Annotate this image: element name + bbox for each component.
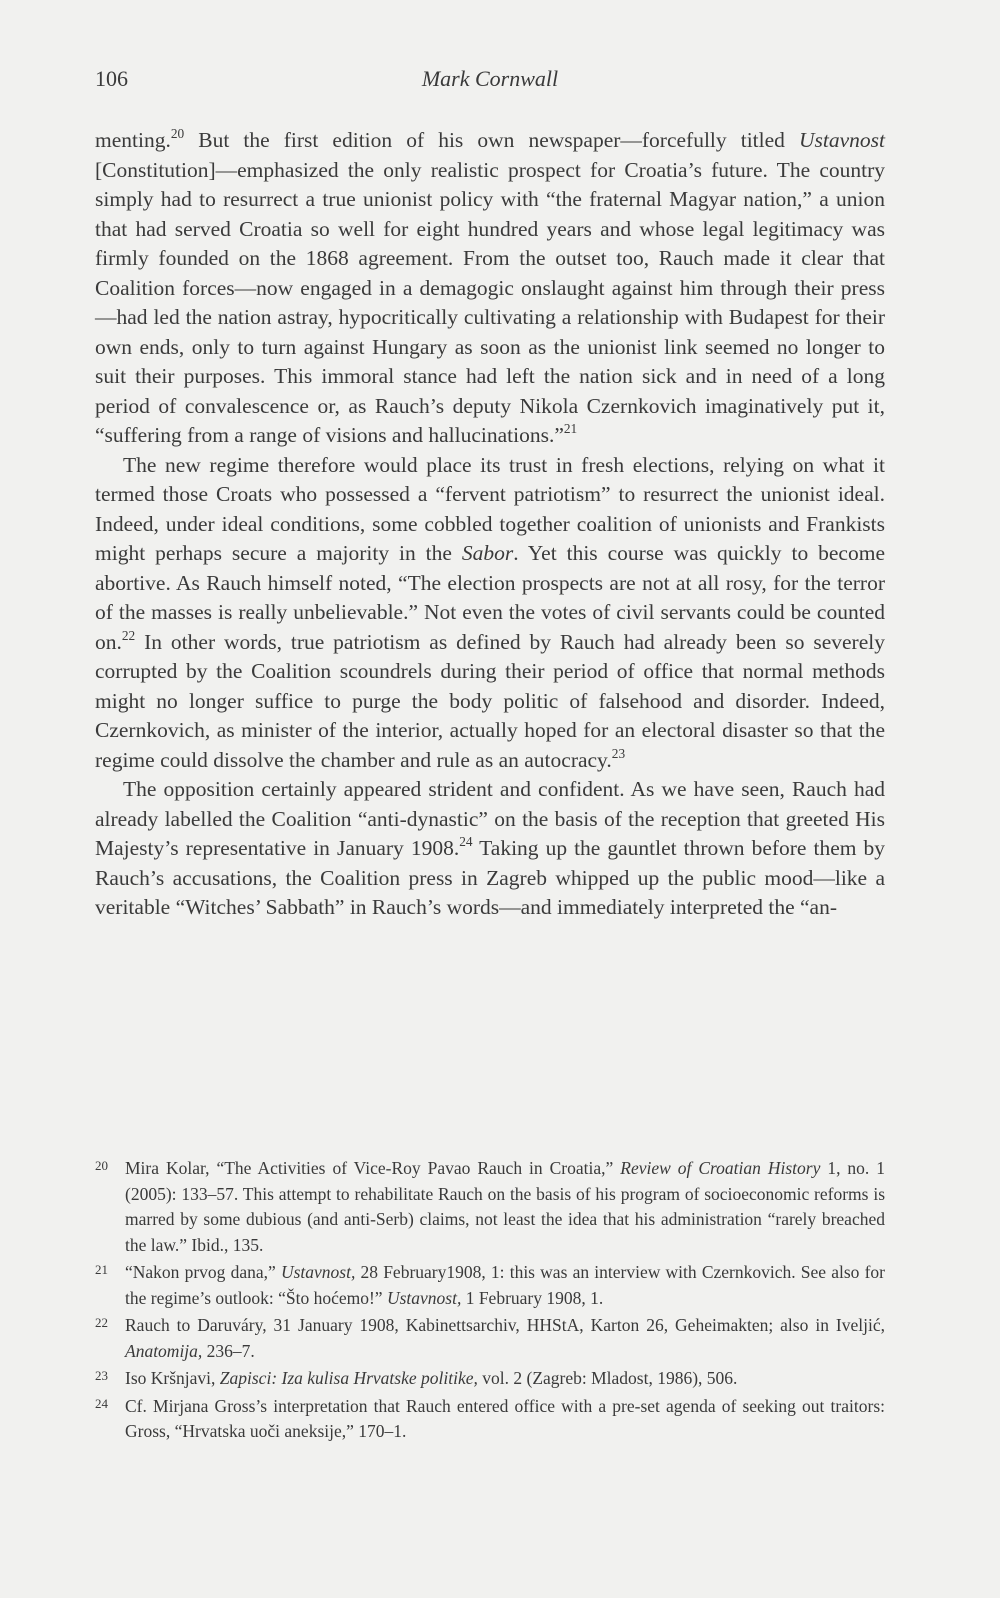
text-run: Mira Kolar, “The Activities of Vice-Roy Pavao Rauch in Croatia,” — [125, 1158, 621, 1178]
italic-title: Ustavnost, — [386, 1287, 462, 1308]
text-run: 236–7. — [202, 1340, 255, 1361]
footnote-ref-20: 20 — [170, 126, 185, 142]
body-text — [95, 126, 885, 923]
text-run: Iso Kršnjavi, — [125, 1368, 220, 1388]
page-header — [95, 66, 885, 98]
italic-title: Ustavnost — [799, 128, 885, 152]
footnote-22 — [95, 1313, 885, 1364]
text-run: 1 February 1908, 1. — [461, 1287, 604, 1308]
paragraph-1 — [95, 126, 885, 451]
footnote-number: 22 — [95, 1315, 108, 1330]
footnote-ref-24: 24 — [459, 834, 473, 850]
italic-term: Sabor — [461, 541, 514, 565]
text-run: The new regime therefore would place its trust in fresh elections, relying on what it termed those Croats who possessed a “fervent patriotism” to resurrect the unionist ideal. Indeed, under ideal conditions, some cobbled together coalition of unionists and Frankists might perhaps secure a majority in the — [95, 452, 885, 565]
italic-title: Zapisci: Iza kulisa Hrvatske politike, — [219, 1368, 478, 1388]
text-run: Rauch to Daruváry, 31 January 1908, Kabinettsarchiv, HHStA, Karton 26, Geheimakten; also in Iveljić, — [125, 1315, 885, 1335]
text-run: But the first edition of his own newspaper—forcefully titled — [184, 128, 799, 152]
footnote-number: 23 — [95, 1368, 108, 1383]
text-run: Cf. Mirjana Gross’s interpretation that Rauch entered office with a pre-set agenda of seeking out traitors: Gross, “Hrvatska uoči aneksije,” 170–1. — [125, 1395, 885, 1441]
text-run: vol. 2 (Zagreb: Mladost, 1986), 506. — [477, 1368, 738, 1388]
text-run: [Constitution]—emphasized the only realistic prospect for Croatia’s future. The country simply had to resurrect a true unionist policy with “the fraternal Magyar nation,” a union that had served Croatia so well for eight hundred years and whose legal legitimacy was firmly founded on the 1868 agreement. From the outset too, Rauch made it clear that Coalition forces—now engaged in a demagogic onslaught against him through their press—had led the nation astray, hypocritically cultivating a relationship with Budapest for their own ends, only to turn against Hungary as soon as the unionist link seemed no longer to suit their purposes. This immoral stance had left the nation sick and in need of a long period of convalescence or, as Rauch’s deputy Nikola Czernkovich imaginatively put it, “suffering from a range of visions and hallucinations.” — [95, 157, 885, 447]
footnote-number: 20 — [95, 1158, 108, 1173]
footnote-number: 21 — [95, 1262, 108, 1277]
footnote-20 — [95, 1156, 885, 1258]
italic-title: Anatomija, — [125, 1340, 203, 1361]
text-run: . Yet this course was quickly to become abortive. As Rauch himself noted, “The election prospects are not at all rosy, for the terror of the masses is really unbelievable.” Not even the votes of civil servants could be counted on. — [95, 541, 885, 654]
footnote-ref-23: 23 — [611, 745, 626, 761]
footnote-number: 24 — [95, 1395, 108, 1411]
footnotes — [95, 1156, 885, 1447]
footnote-23 — [95, 1366, 885, 1392]
text-run: “Nakon prvog dana,” — [125, 1262, 281, 1282]
text-run: 28 February1908, 1: this was an interview with Czernkovich. See also for the regime’s outlook: “Što hoćemo!” — [125, 1262, 885, 1308]
text-run: The opposition certainly appeared strident and confident. As we have seen, Rauch had already labelled the Coalition “anti-dynastic” on the basis of the reception that greeted His Majesty’s representative in January 1908. — [95, 777, 885, 860]
running-head: Mark Cornwall — [421, 66, 559, 91]
text-run: menting. — [95, 128, 171, 152]
paragraph-3 — [95, 775, 885, 923]
paragraph-2 — [95, 451, 885, 776]
text-run: Taking up the gauntlet thrown before them by Rauch’s accusations, the Coalition press in Zagreb whipped up the public mood—like a veritable “Witches’ Sabbath” in Rauch’s words—and immediately interpreted the “an- — [95, 836, 885, 919]
footnote-ref-21: 21 — [563, 421, 578, 437]
page-number: 106 — [95, 66, 128, 91]
footnote-ref-22: 22 — [121, 627, 136, 643]
italic-title: Review of Croatian History — [620, 1158, 821, 1178]
footnote-24 — [95, 1394, 885, 1445]
footnote-21 — [95, 1260, 885, 1311]
text-run: 1, no. 1 (2005): 133–57. This attempt to rehabilitate Rauch on the basis of his program of socioeconomic reforms is marred by some dubious (and anti-Serb) claims, not least the idea that his administration “rarely breached the law.” Ibid., 135. — [125, 1158, 886, 1255]
italic-title: Ustavnost, — [280, 1262, 356, 1282]
text-run: In other words, true patriotism as defined by Rauch had already been so severely corrupted by the Coalition scoundrels during their period of office that normal methods might no longer suffice to purge the body politic of falsehood and disorder. Indeed, Czernkovich, as minister of the interior, actually hoped for an electoral disaster so that the regime could dissolve the chamber and rule as an autocracy. — [95, 629, 885, 772]
